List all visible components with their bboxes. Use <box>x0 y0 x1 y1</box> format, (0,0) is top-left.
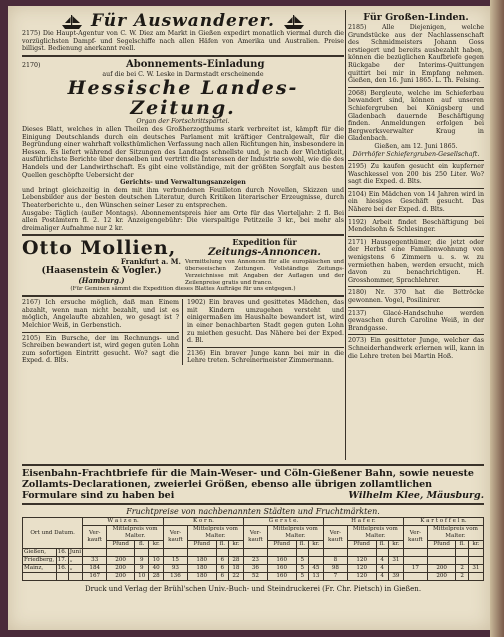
unit-header: Pfund <box>187 541 216 549</box>
sub-verkauft: Ver-kauft <box>163 526 187 549</box>
mollien-city: Frankfurt a. M. <box>120 257 181 267</box>
table-cell: 45 <box>308 565 323 573</box>
table-cell <box>456 557 468 565</box>
cell-d: 17. <box>57 557 67 563</box>
table-cell: 36 <box>243 565 267 573</box>
expedition-title-1: Expedition für <box>232 237 297 248</box>
table-cell: 4 <box>376 565 388 573</box>
cell-ort: Mainz, <box>23 565 57 573</box>
unit-header: fl. <box>135 541 149 549</box>
table-cell: 180 <box>187 573 216 581</box>
table-cell: 52 <box>243 573 267 581</box>
table-cell: 10 <box>135 573 149 581</box>
sub-verkauft: Ver-kauft <box>403 526 427 549</box>
table-cell: 200 <box>107 573 135 581</box>
table-cell: 160 <box>267 573 296 581</box>
ad-2073: 2073) Ein gesitteter Junge, welcher das Schneiderhandwerk erlernen will, kann in die Lehre treten bei Martin Hoß. <box>348 337 484 360</box>
table-cell: 160 <box>267 565 296 573</box>
table-cell: 28 <box>149 573 164 581</box>
group-korn: K o r n. <box>163 518 243 526</box>
group-kartoffeln: K a r t o f f e l n. <box>403 518 483 526</box>
table-cell: 200 <box>427 565 456 573</box>
table-cell: 6 <box>216 573 228 581</box>
table-cell <box>427 557 456 565</box>
table-cell: 167 <box>83 573 107 581</box>
table-cell: 5 <box>296 557 308 565</box>
sub-mittelpreis: Mittelpreis vom Malter. <box>187 526 243 541</box>
table-cell: 2 <box>456 565 468 573</box>
table-cell <box>427 549 456 557</box>
unit-header: kr. <box>388 541 403 549</box>
ad-2180: 2180) Nr. 370 hat die Bettröcke gewonnen. Vogel, Posilinirer. <box>348 289 484 304</box>
mollien-firm: (Haasenstein & Vogler.) <box>41 265 162 276</box>
table-cell: 5 <box>296 565 308 573</box>
auswanderer-heading: Für Auswanderer. <box>22 12 344 30</box>
unit-header: Pfund <box>347 541 376 549</box>
table-cell: 180 <box>187 557 216 565</box>
ad-2068: 2068) Bergleute, welche im Schieferbau bewandert sind, können auf unseren Schiefergruben bei Königsberg und Gladenbach dauernde Beschäftigung finden. Anmeldungen erfolgen bei Bergwerksverwalter Kraug in Gladenbach. <box>348 89 484 143</box>
group-waizen: W a i z e n. <box>83 518 164 526</box>
bottom-section <box>22 462 484 593</box>
table-cell: 31 <box>468 565 483 573</box>
table-cell: 8 <box>323 557 347 565</box>
ad-2136: 2136) Ein braver Junge kann bei mir in die Lehre treten. Schreinermeister Zimmermann. <box>187 349 344 365</box>
ship-icon <box>282 14 306 30</box>
table-cell: 120 <box>347 565 376 573</box>
table-cell <box>228 549 243 557</box>
table-cell <box>163 549 187 557</box>
ad-1902: 1902) Ein braves und gesittetes Mädchen, das mit Kindern umzugehen versteht und einigermaßen im Haushalte bewandert ist, wird in einer benachbarten Stadt gegen guten Lohn zu miethen gesucht. Das Nähere bei der Exped. d. Bl. <box>187 299 344 345</box>
landes-zeitung-text: Dieses Blatt, welches in allen Theilen des Großherzogthums stark verbreitet ist, kämpft für die Einigung Deutschlands durch ein deutsches Parlament mit kräftiger Centralgewalt, für die Begründung einer wahrhaft volksthümlichen Verfassung nach allen Richtungen hin, insbesondere in Hessen. Es liefert während der Sitzungen des Landtags schnellste und, je nach der Wichtigkeit, ausführlichste Berichte über denselben und vertritt die Interessen der Industrie sowohl, wie die des Handels und der Landwirthschaft. Es gibt eine vollständige, mit der größten Sorgfalt aus besten Quellen geschöpfte Uebersicht der <box>22 125 344 179</box>
auswanderer-text: 2175) Die Haupt-Agentur von C. W. Diez am Markt in Gießen expedirt monatlich viermal durch die vorzüglichsten Dampf- und Segelschiffe nach allen Häfen von Amerika und Australien. Preise billigst. Bedienung anerkannt reell. <box>22 30 344 53</box>
table-cell <box>296 549 308 557</box>
abonnement-heading: Abonnements-Einladung <box>126 58 265 70</box>
expedition-text: Vermittelung von Annoncen für alle europäischen und überseeischen Zeitungen. Vollständige Zeitungs-Verzeichnisse mit Angaben der Auflagen und der Zeilenpreise gratis und franco. <box>185 259 344 286</box>
frachtbriefe-ad: Eisenbahn-Frachtbriefe für die Main-Weser- und Cöln-Gießener Bahn, sowie neueste Zollamts-Declarationen, zweierlei Größen, ebenso alle übrigen zollamtlichen Formulare sind zu haben bei Wilhelm Klee, Mäusburg. <box>22 468 484 501</box>
table-cell: 160 <box>267 557 296 565</box>
table-cell <box>456 549 468 557</box>
table-cell: 9 <box>135 565 149 573</box>
table-cell <box>347 549 376 557</box>
table-cell: 15 <box>163 557 187 565</box>
cell-m: Juni <box>69 549 81 555</box>
cell-ort: Friedberg, <box>24 557 55 563</box>
cell-m: „ <box>68 565 82 573</box>
cell-ort: Gießen, <box>23 549 57 557</box>
table-cell <box>323 549 347 557</box>
unit-header: Pfund <box>427 541 456 549</box>
table-cell: 17 <box>403 565 427 573</box>
landes-zeitung-title: Hessische Landes-Zeitung. <box>67 77 299 120</box>
ad-2171: 2171) Hausgegenthümer, die jetzt oder der Herbst eine Familienwohnung von wenigstens 6 Zimmern u. s. w. zu vermiethen haben, werden ersucht, mich davon zu benachrichtigen. H. Grosshommer, Sprachlehrer. <box>348 238 484 284</box>
fruchtpreise-table <box>22 517 484 581</box>
table-cell <box>403 573 427 581</box>
frachtbriefe-name: Wilhelm Klee, Mäusburg. <box>348 490 484 501</box>
table-cell: 13 <box>308 573 323 581</box>
table-cell: 7 <box>323 573 347 581</box>
table-row <box>23 557 484 565</box>
table-row <box>23 565 484 573</box>
table-cell <box>376 549 388 557</box>
sub-mittelpreis: Mittelpreis vom Malter. <box>267 526 323 541</box>
unit-header: Pfund <box>267 541 296 549</box>
unit-header: kr. <box>308 541 323 549</box>
table-cell <box>308 549 323 557</box>
landes-zeitung-ausgabe: Ausgabe: Täglich (außer Montags). Abonnementspreis hier am Orte für das Vierteljahr: 2 fl. Bei allen Postämtern fl. 2. 12 kr. Anzeigengebühr: Die vierspaltige Petitzeile 3 kr., bei mehr als dreimaliger Aufnahme nur 2 kr. <box>22 209 344 232</box>
table-cell: 200 <box>107 557 135 565</box>
table-cell <box>468 573 483 581</box>
table-cell <box>135 549 149 557</box>
left-column <box>22 12 344 365</box>
group-gerste: G e r s t e. <box>243 518 323 526</box>
abonnement-subline: auf die bei C. W. Leske in Darmstadt erscheinende <box>102 70 264 78</box>
ad-2105: 2105) Ein Bursche, der im Rechnungs- und Schreiben bewandert ist, wird gegen guten Lohn zum sofortigen Eintritt gesucht. Wo? sagt die Exped. d. Blts. <box>22 334 179 365</box>
table-cell <box>83 549 107 557</box>
table-row <box>23 549 484 557</box>
table-cell: 33 <box>83 557 107 565</box>
table-cell <box>308 557 323 565</box>
unit-header: kr. <box>228 541 243 549</box>
landes-zeitung-bold: Gerichts- und Verwaltungsanzeigen <box>120 179 246 187</box>
sub-verkauft: Ver-kauft <box>243 526 267 549</box>
small-ads <box>22 299 344 365</box>
expedition-title-2: Zeitungs-Annoncen. <box>208 247 321 259</box>
ad-2068-firm: Dörrhöfer Schiefergruben-Gesellschaft. <box>352 150 480 158</box>
ad-1192: 1192) Arbeit findet Beschäftigung bei Mendelsohn & Schlesinger. <box>348 218 484 234</box>
sub-mittelpreis: Mittelpreis vom Malter. <box>107 526 164 541</box>
unit-header: fl. <box>296 541 308 549</box>
table-cell <box>388 549 403 557</box>
table-cell: 184 <box>83 565 107 573</box>
table-cell: 4 <box>376 557 388 565</box>
sub-verkauft: Ver-kauft <box>323 526 347 549</box>
ad-2068-date: Gießen, am 12. Juni 1865. <box>374 142 458 150</box>
landes-zeitung-organ: Organ der Fortschrittspartei. <box>136 118 230 126</box>
table-cell <box>468 549 483 557</box>
unit-header: fl. <box>376 541 388 549</box>
table-cell: 136 <box>163 573 187 581</box>
table-cell: 5 <box>296 573 308 581</box>
table-cell <box>243 549 267 557</box>
table-cell: 93 <box>163 565 187 573</box>
table-cell <box>267 549 296 557</box>
mollien-name: Otto Mollien, <box>22 237 177 260</box>
group-hafer: H a f e r. <box>323 518 403 526</box>
table-cell: 200 <box>427 573 456 581</box>
table-cell: 180 <box>187 565 216 573</box>
sub-mittelpreis: Mittelpreis vom Malter. <box>427 526 483 541</box>
cell-ort <box>23 573 57 581</box>
ad-2167: 2167) Ich ersuche möglich, daß man Einem abzahlt, wenn man nicht bezahlt, und ist es möglich, Angelaufte abzahlen, wo gesagt ist ? Melchior Weiß, in Gerbenstich. <box>22 299 179 330</box>
column-divider <box>345 10 346 460</box>
table-cell: 200 <box>107 565 135 573</box>
unit-header: kr. <box>149 541 164 549</box>
fruchtpreise-title: Fruchtpreise von nachbenannten Städten und Fruchtmärkten. <box>126 507 380 516</box>
unit-header: fl. <box>216 541 228 549</box>
ad-2185: 2185) Alle Diejenigen, welche Grundstücke aus der Nachlassenschaft des Schmidmeisters Johann Goss erstiegert und bereits ausbezahlt haben, können die bezüglichen Kaufbriefe gegen Rückgabe der Interims-Quittungen quittirt bei mir in Empfang nehmen. Gießen, den 16. Juni 1865. L. Th. Felsing. <box>348 24 484 85</box>
ship-icon <box>60 14 84 30</box>
table-cell: 23 <box>243 557 267 565</box>
mollien-hamburg: (Hamburg.) <box>78 275 125 285</box>
table-cell: 18 <box>228 565 243 573</box>
table-cell: 22 <box>228 573 243 581</box>
sub-verkauft: Ver-kauft <box>83 526 107 549</box>
ad-2195: 2195) Zu kaufen gesucht ein kupferner Waschkessel von 200 bis 250 Liter. Wo? sagt die Exped. d. Blts. <box>348 163 484 186</box>
cell-m <box>68 573 82 581</box>
table-cell: 120 <box>347 573 376 581</box>
table-cell: 2 <box>456 573 468 581</box>
unit-header: fl. <box>456 541 468 549</box>
table-cell: 6 <box>216 557 228 565</box>
table-cell <box>388 565 403 573</box>
table-cell: 6 <box>216 565 228 573</box>
mollien-ad <box>22 238 344 286</box>
grossen-linden-heading: Für Großen-Linden. <box>363 12 469 23</box>
table-cell: 10 <box>149 557 164 565</box>
unit-header: kr. <box>468 541 483 549</box>
cell-d <box>56 573 68 581</box>
table-cell <box>468 557 483 565</box>
table-cell <box>403 549 427 557</box>
table-cell <box>216 549 228 557</box>
table-cell: 39 <box>388 573 403 581</box>
mollien-note: (Für Geminen sämmt die Expedition dieses Blattes Aufträge für uns entgegen.) <box>70 286 296 293</box>
right-column <box>348 12 484 360</box>
table-cell: 28 <box>228 557 243 565</box>
newspaper-page <box>8 6 490 630</box>
table-cell: 31 <box>388 557 403 565</box>
table-cell <box>149 549 164 557</box>
ad-2104: 2104) Ein Mädchen von 14 Jahren wird in ein hiesiges Geschäft gesucht. Das Nähere bei der Exped. d. Blts. <box>348 190 484 214</box>
table-cell <box>187 549 216 557</box>
table-cell: 40 <box>149 565 164 573</box>
cell-m: „ <box>68 557 82 565</box>
cell-d: 16. <box>57 549 67 555</box>
table-cell: 98 <box>323 565 347 573</box>
table-cell <box>403 557 427 565</box>
table-cell: 120 <box>347 557 376 565</box>
cell-d: 16. <box>57 565 67 571</box>
binding-edge <box>490 0 504 637</box>
sub-mittelpreis: Mittelpreis vom Malter. <box>347 526 403 541</box>
table-cell <box>107 549 135 557</box>
ad-2137: 2137) Glacé-Handschuhe werden gewaschen durch Caroline Weiß, in der Brandgasse. <box>348 309 484 332</box>
table-cell: 4 <box>376 573 388 581</box>
landes-zeitung-text-2: und bringt gleichzeitig in dem mit ihm verbundenen Feuilleton durch Novellen, Skizzen und Lebensbilder aus der besten deutschen Literatur, durch Kritiken literarischer Erzeugnisse, durch Theaterberichte u., den Wünschen seiner Leser zu entsprechen. <box>22 186 344 209</box>
col-ort: Ort und Datum. <box>23 518 83 549</box>
table-cell: 9 <box>135 557 149 565</box>
imprint: Druck und Verlag der Brühl'schen Univ.-Buch- und Steindruckerei (Fr. Chr. Pietsch) in Gießen. <box>84 585 422 593</box>
table-row <box>23 573 484 581</box>
ad-number: 2170) <box>22 61 41 69</box>
unit-header: Pfund <box>107 541 135 549</box>
